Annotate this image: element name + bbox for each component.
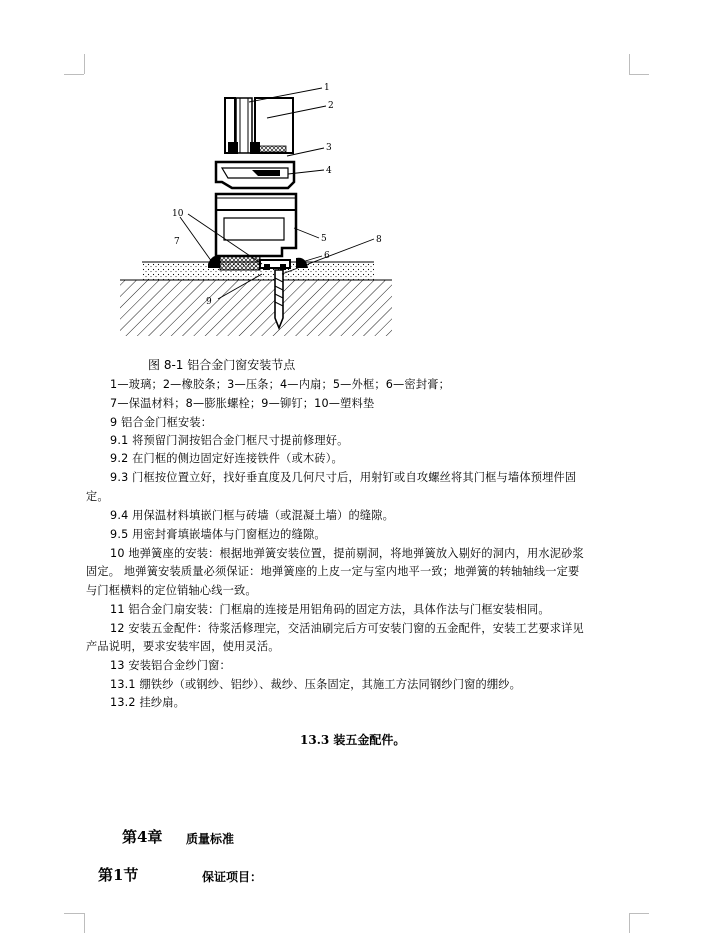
body-line: 9.4 用保温材料填嵌门框与砖墙（或混凝土墙）的缝隙。 bbox=[110, 509, 395, 522]
callout-8: 8 bbox=[376, 235, 382, 245]
glass-pane bbox=[236, 98, 252, 153]
callout-4: 4 bbox=[326, 166, 332, 176]
body-line: 9.1 将预留门洞按铝合金门框尺寸提前修理好。 bbox=[110, 434, 349, 447]
body-line: 9.2 在门框的侧边固定好连接铁件（或木砖）。 bbox=[110, 452, 343, 465]
callout-1: 1 bbox=[324, 83, 330, 93]
seal-band bbox=[258, 146, 286, 152]
body-line: 12 安装五金配件：待浆活修理完，交活油刷完后方可安装门窗的五金配件，安装工艺要求详见 bbox=[110, 622, 584, 635]
body-line: 9.5 用密封膏填嵌墙体与门窗框边的缝隙。 bbox=[110, 528, 326, 541]
chapter-number: 第4章 bbox=[122, 828, 163, 846]
callout-3: 3 bbox=[326, 143, 332, 153]
legend-line-2: 7—保温材料；8—膨胀螺栓；9—铆钉；10—塑料垫 bbox=[110, 397, 375, 410]
callout-2: 2 bbox=[328, 101, 334, 111]
door-frame-section-drawing bbox=[112, 78, 400, 336]
ground-concrete bbox=[120, 280, 392, 336]
body-line: 13 安装铝合金纱门窗： bbox=[110, 659, 231, 672]
body-line: 10 地弹簧座的安装：根据地弹簧安装位置，提前剔洞，将地弹簧放入剔好的洞内，用水泥砂浆 bbox=[110, 547, 584, 560]
body-line: 定。 bbox=[86, 490, 109, 503]
body-line: 固定。 地弹簧安装质量必须保证：地弹簧座的上皮一定与室内地平一致；地弹簧的转轴轴线一定要 bbox=[86, 565, 580, 578]
callout-6: 6 bbox=[324, 251, 330, 261]
callout-5: 5 bbox=[321, 234, 327, 244]
body-line: 与门框横料的定位销轴心线一致。 bbox=[86, 584, 257, 597]
body-line: 13.1 绷铁纱（或钢纱、铝纱）、裁纱、压条固定，其施工方法同钢纱门窗的绷纱。 bbox=[110, 678, 522, 691]
sealant-left bbox=[208, 256, 220, 268]
pressure-strip bbox=[255, 98, 293, 153]
figure-caption: 图 8-1 铝合金门窗安装节点 bbox=[148, 358, 296, 372]
chapter-title: 质量标准 bbox=[186, 832, 235, 846]
rubber-strip-left bbox=[228, 142, 238, 154]
callout-10: 10 bbox=[172, 209, 184, 219]
section-heading: 13.3 装五金配件。 bbox=[300, 733, 406, 747]
section-title: 保证项目： bbox=[202, 870, 263, 884]
body-line: 13.2 挂纱扇。 bbox=[110, 696, 186, 709]
callout-7: 7 bbox=[174, 237, 180, 247]
inner-sash bbox=[216, 162, 294, 188]
body-line: 9 铝合金门框安装： bbox=[110, 416, 213, 429]
body-line: 9.3 门框按位置立好，找好垂直度及几何尺寸后，用射钉或自攻螺丝将其门框与墙体预埋件固 bbox=[110, 471, 577, 484]
body-line: 11 铝合金门扇安装：门框扇的连接是用铝角码的固定方法，具体作法与门框安装相同。 bbox=[110, 603, 550, 616]
section-number: 第1节 bbox=[98, 866, 139, 884]
legend-line-1: 1—玻璃；2—橡胶条；3—压条；4—内扇；5—外框；6—密封膏； bbox=[110, 378, 450, 391]
callout-9: 9 bbox=[206, 297, 212, 307]
body-line: 产品说明，要求安装牢固，使用灵活。 bbox=[86, 640, 280, 653]
